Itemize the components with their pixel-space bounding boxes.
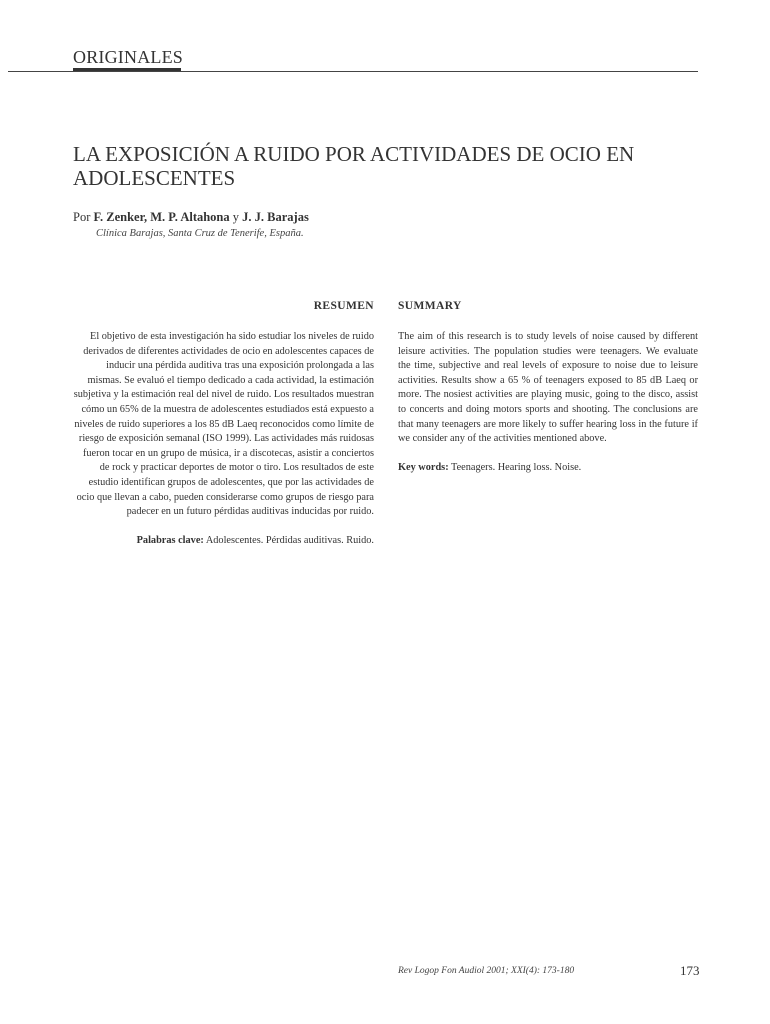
authors-secondary: J. J. Barajas <box>242 210 309 224</box>
resumen-text: El objetivo de esta investigación ha sido estudiar los niveles de ruido derivados de diferentes actividades de ocio en adolescentes capaces de inducir una pérdida auditiva tras una exposición prolongada a las mismas. Se evaluó el tiempo dedicado a cada actividad, la estimación subjetiva y la estimación real del nivel de ruido. Los resultados muestran cómo un 65% de la muestra de adolescentes estudiados está expuesto a niveles de ruido superiores a los 85 dB Laeq reconocidos como límite de riesgo de exposición semanal (ISO 1999). Las actividades más ruidosas fueron tocar en un grupo de música, ir a discotecas, asistir a conciertos de rock y practicar deportes de motor o tiro. Los resultados de este estudio identifican grupos de adolescentes, que por las actividades de ocio que llevan a cabo, pueden considerarse como grupos de riesgo para padecer en un futuro pérdidas auditivas inducidas por ruido. <box>73 331 374 518</box>
page-number: 173 <box>680 963 700 978</box>
resumen-column <box>72 300 374 548</box>
byline <box>73 210 309 225</box>
summary-text: The aim of this research is to study levels of noise caused by different leisure activities. The population studies were teenagers. We evaluate the time, subjective and real levels of exposure to noise due to leisure activities. Results show a 65 % of teenagers exposed to 85 dB Laeq or more. The nosiest activities are playing music, going to the disco, assist to concerts and doing motors sports and shooting. The conclusions are that many teenagers are more likely to suffer hearing loss in the future if we consider any of the activities mentioned above. <box>398 331 698 445</box>
section-label: ORIGINALES <box>73 47 183 67</box>
summary-column <box>398 300 698 475</box>
palabras-clave <box>72 534 374 549</box>
palabras-clave-label: Palabras clave: <box>136 534 204 546</box>
affiliation: Clínica Barajas, Santa Cruz de Tenerife, España. <box>96 228 304 239</box>
authors-primary: F. Zenker, M. P. Altahona <box>93 210 230 224</box>
resumen-heading: RESUMEN <box>313 300 374 312</box>
key-words-values: Teenagers. Hearing loss. Noise. <box>448 461 582 473</box>
summary-heading: SUMMARY <box>398 300 462 312</box>
byline-conjunction: y <box>229 210 243 224</box>
key-words-label: Key words: <box>398 461 449 473</box>
journal-citation: Rev Logop Fon Audiol 2001; XXI(4): 173-180 <box>398 966 575 976</box>
palabras-clave-values: Adolescentes. Pérdidas auditivas. Ruido. <box>203 534 374 546</box>
byline-prefix: Por <box>73 210 94 224</box>
header-rule <box>8 71 698 72</box>
article-title: LA EXPOSICIÓN A RUIDO POR ACTIVIDADES DE OCIO EN ADOLESCENTES <box>73 142 635 190</box>
key-words <box>398 461 698 476</box>
